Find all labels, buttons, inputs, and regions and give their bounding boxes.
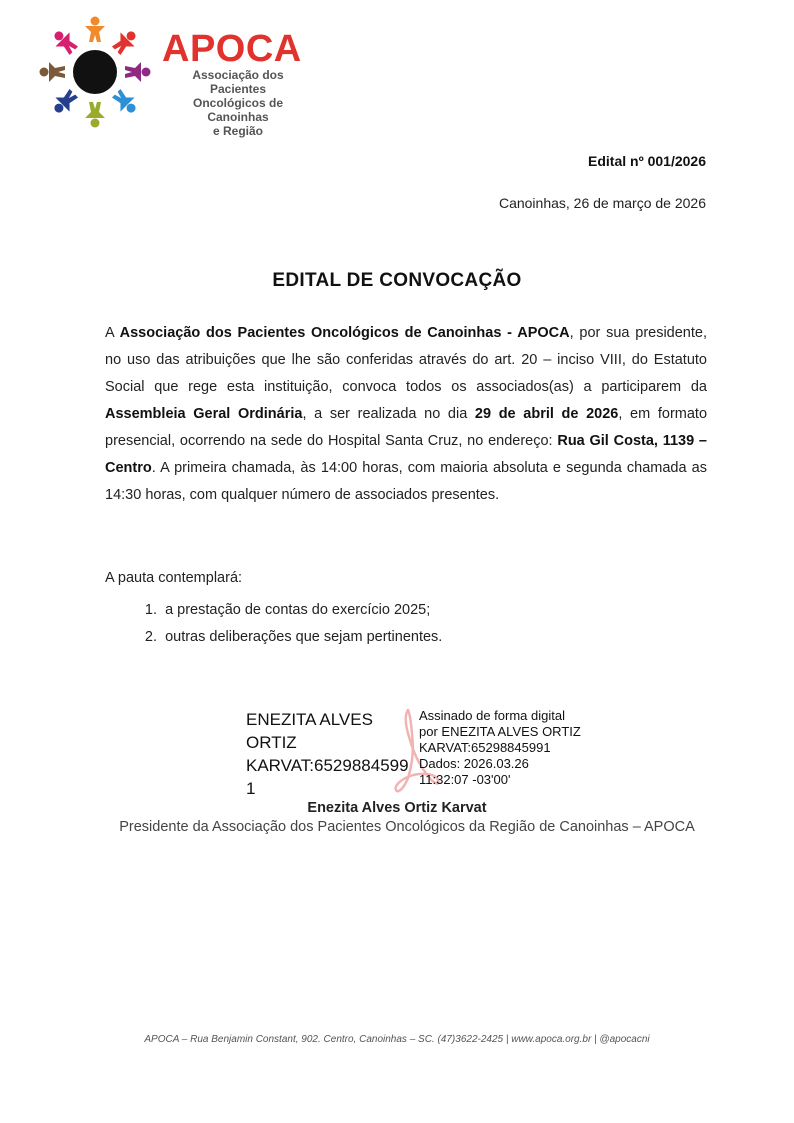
logo-figure	[40, 62, 66, 82]
logo-subtitle-line: Associação dos Pacientes	[192, 68, 284, 96]
signature-info-line: KARVAT:65298845991	[419, 740, 551, 755]
logo-figure	[85, 102, 105, 128]
paragraph-text: , a ser realizada no dia	[302, 406, 475, 422]
signer-name: Enezita Alves Ortiz Karvat	[307, 800, 487, 816]
signature-name-line: KARVAT:6529884599	[246, 756, 409, 775]
logo-figure	[109, 86, 141, 118]
signature-info-line: 11:32:07 -03'00'	[419, 772, 511, 787]
paragraph-text: , por sua presidente, no uso das atribuições que lhe são conferidas através do art. 20 – inciso VIII, do Estatuto Social que rege esta instituição, convoca todos os associados(as) a participarem da	[105, 325, 707, 395]
footer: APOCA – Rua Benjamin Constant, 902. Centro, Canoinhas – SC. (47)3622-2425 | www.apoca.org.br | @apocacni	[144, 1034, 650, 1045]
signer-role: Presidente da Associação dos Pacientes Oncológicos da Região de Canoinhas – APOCA	[119, 819, 695, 835]
paragraph-text: . A primeira chamada, às 14:00 horas, com maioria absoluta e segunda chamada as 14:30 horas, com qualquer número de associados presentes.	[105, 460, 707, 503]
digital-signature-info	[419, 708, 619, 788]
paragraph-bold: 29 de abril de 2026	[474, 406, 619, 422]
logo-figure	[109, 26, 141, 58]
list-item-text: a prestação de contas do exercício 2025;	[165, 602, 431, 618]
date-line: Canoinhas, 26 de março de 2026	[498, 195, 706, 211]
list-item-text: outras deliberações que sejam pertinentes.	[165, 629, 443, 645]
list-item	[105, 624, 442, 651]
edital-number: Edital nº 001/2026	[588, 153, 706, 169]
logo-figure	[125, 62, 151, 82]
logo-figure	[49, 86, 81, 118]
logo-emblem	[36, 14, 156, 130]
list-item-number: 1.	[144, 602, 157, 618]
logo-center-circle	[73, 50, 117, 94]
list-item	[105, 597, 442, 624]
paragraph-bold: Rua Gil Costa, 1139 – Centro	[105, 433, 707, 476]
pauta-intro: A pauta contemplará:	[105, 570, 243, 586]
pauta-list	[105, 597, 442, 651]
logo-figure	[49, 26, 81, 58]
signature-info-line: Assinado de forma digital	[419, 708, 565, 723]
paragraph-bold: Associação dos Pacientes Oncológicos de Canoinhas - APOCA	[119, 325, 570, 341]
list-item-number: 2.	[144, 629, 157, 645]
logo-subtitle-line: e Região	[212, 124, 263, 138]
logo-figure	[85, 17, 105, 43]
logo-subtitle	[163, 68, 313, 138]
signature-name-line: ORTIZ	[246, 733, 297, 752]
convocation-paragraph	[105, 320, 707, 509]
signature-name-line: 1	[246, 779, 256, 798]
logo-subtitle-line: Oncológicos de Canoinhas	[192, 96, 283, 124]
paragraph-text: , em formato presencial, ocorrendo na sede do Hospital Santa Cruz, no endereço:	[105, 406, 708, 449]
paragraph-bold: Assembleia Geral Ordinária	[105, 406, 303, 422]
paragraph-text: A	[105, 325, 120, 341]
logo-name: APOCA	[162, 28, 302, 70]
apoca-logo	[36, 14, 306, 138]
signature-info-line: Dados: 2026.03.26	[419, 756, 529, 771]
signature-info-line: por ENEZITA ALVES ORTIZ	[419, 724, 581, 739]
signature-name-line: ENEZITA ALVES	[246, 710, 373, 729]
document-title: EDITAL DE CONVOCAÇÃO	[272, 270, 522, 291]
